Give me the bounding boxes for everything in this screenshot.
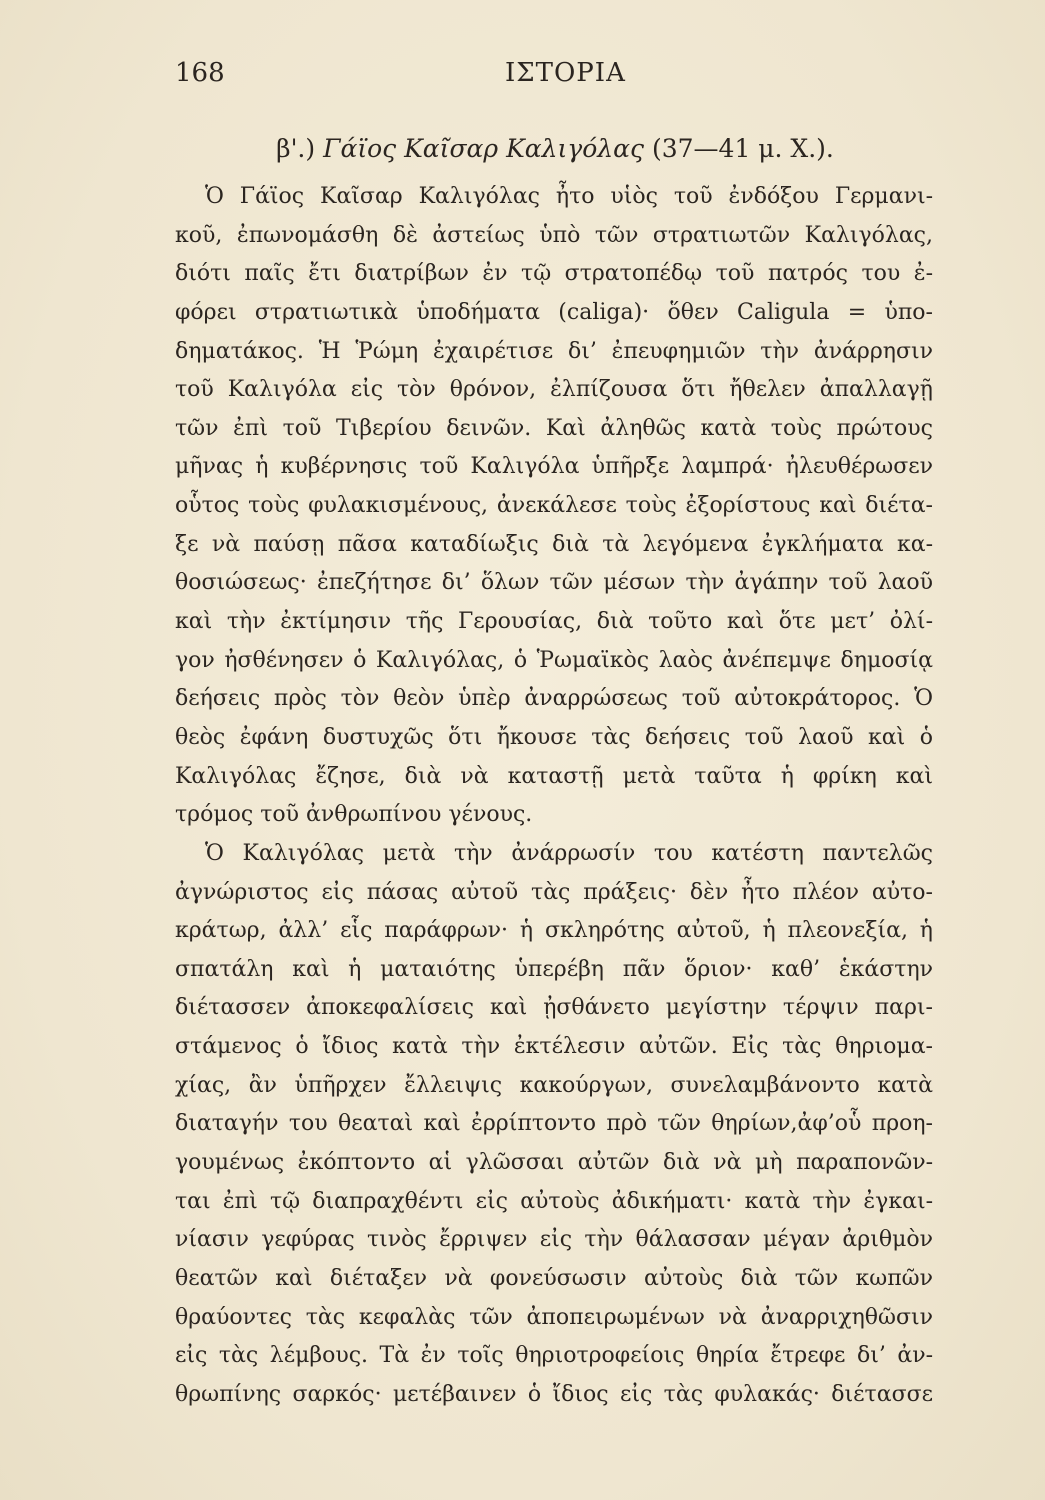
text-line: χίας, ἂν ὑπῆρχεν ἔλλειψις κακούργων, συνελαμβάνοντο κατὰ <box>175 1072 933 1098</box>
text-line: γον ἠσθένησεν ὁ Καλιγόλας, ὁ Ῥωμαϊκὸς λαὸς ἀνέπεμψε δημοσίᾳ <box>175 647 933 673</box>
text-line: δηματάκος. Ἡ Ῥώμη ἐχαιρέτισε δι’ ἐπευφημιῶν τὴν ἀνάρρησιν <box>175 338 933 364</box>
section-title: Γάϊος Καῖσαρ Καλιγόλας <box>323 134 645 163</box>
text-line: θεὸς ἐφάνη δυστυχῶς ὅτι ἤκουσε τὰς δεήσεις τοῦ λαοῦ καὶ ὁ <box>175 724 933 750</box>
section-number: β'.) <box>276 134 316 163</box>
running-title: ΙΣΤΟΡΙΑ <box>505 58 626 88</box>
text-line: κράτωρ, ἀλλ’ εἷς παράφρων· ἡ σκληρότης αὐτοῦ, ἡ πλεονεξία, ἡ <box>175 918 933 944</box>
text-line: μῆνας ἡ κυβέρνησις τοῦ Καλιγόλα ὑπῆρξε λαμπρά· ἠλευθέρωσεν <box>175 454 933 480</box>
section-dates: (37—41 μ. Χ.). <box>651 134 834 163</box>
paragraph-1 <box>175 178 933 835</box>
text-line: θοσιώσεως· ἐπεζήτησε δι’ ὅλων τῶν μέσων τὴν ἀγάπην τοῦ λαοῦ <box>175 570 933 596</box>
text-line: ξε νὰ παύσῃ πᾶσα καταδίωξις διὰ τὰ λεγόμενα ἐγκλήματα κα- <box>175 531 933 557</box>
text-line: Ὁ Γάϊος Καῖσαρ Καλιγόλας ἦτο υἱὸς τοῦ ἐνδόξου Γερμανι- <box>205 184 933 209</box>
text-line: Καλιγόλας ἔζησε, διὰ νὰ καταστῇ μετὰ ταῦτα ἡ φρίκη καὶ <box>175 763 933 789</box>
text-line: τῶν ἐπὶ τοῦ Τιβερίου δεινῶν. Καὶ ἀληθῶς κατὰ τοὺς πρώτους <box>175 415 933 441</box>
text-line: εἰς τὰς λέμβους. Τὰ ἐν τοῖς θηριοτροφείοις θηρία ἔτρεφε δι’ ἀν- <box>175 1343 933 1369</box>
text-line: οὗτος τοὺς φυλακισμένους, ἀνεκάλεσε τοὺς ἐξορίστους καὶ διέτα- <box>175 493 933 519</box>
text-line: φόρει στρατιωτικὰ ὑποδήματα (caliga)· ὅθεν Caligula = ὑπο- <box>175 299 933 325</box>
text-line: σπατάλη καὶ ἡ ματαιότης ὑπερέβη πᾶν ὅριον· καθ’ ἑκάστην <box>175 956 933 982</box>
text-line: Ὁ Καλιγόλας μετὰ τὴν ἀνάρρωσίν του κατέστη παντελῶς <box>205 840 933 866</box>
text-line: νίασιν γεφύρας τινὸς ἔρριψεν εἰς τὴν θάλασσαν μέγαν ἀριθμὸν <box>175 1227 933 1253</box>
text-line: θρωπίνης σαρκός· μετέβαινεν ὁ ἴδιος εἰς τὰς φυλακάς· διέτασσε <box>175 1381 933 1407</box>
text-line: στάμενος ὁ ἴδιος κατὰ τὴν ἐκτέλεσιν αὐτῶν. Εἰς τὰς θηριομα- <box>175 1034 933 1060</box>
text-line: ται ἐπὶ τῷ διαπραχθέντι εἰς αὐτοὺς ἀδικήματι· κατὰ τὴν ἐγκαι- <box>175 1188 933 1214</box>
page-number: 168 <box>175 58 225 88</box>
page-header <box>175 58 935 98</box>
text-line: διότι παῖς ἔτι διατρίβων ἐν τῷ στρατοπέδῳ τοῦ πατρός του ἐ- <box>175 261 933 287</box>
paragraph-2 <box>175 835 933 1415</box>
text-line: θεατῶν καὶ διέταξεν νὰ φονεύσωσιν αὐτοὺς διὰ τῶν κωπῶν <box>175 1265 933 1291</box>
text-line: γουμένως ἐκόπτοντο αἱ γλῶσσαι αὐτῶν διὰ νὰ μὴ παραπονῶν- <box>175 1150 933 1176</box>
text-line: θραύοντες τὰς κεφαλὰς τῶν ἀποπειρωμένων νὰ ἀναρριχηθῶσιν <box>175 1304 933 1330</box>
text-line: διέτασσεν ἀποκεφαλίσεις καὶ ᾐσθάνετο μεγίστην τέρψιν παρι- <box>175 995 933 1021</box>
text-line: τοῦ Καλιγόλα εἰς τὸν θρόνον, ἐλπίζουσα ὅτι ἤθελεν ἀπαλλαγῇ <box>175 377 933 403</box>
text-line: ἀγνώριστος εἰς πάσας αὐτοῦ τὰς πράξεις· δὲν ἦτο πλέον αὐτο- <box>175 879 933 905</box>
text-line: κοῦ, ἐπωνομάσθη δὲ ἀστείως ὑπὸ τῶν στρατιωτῶν Καλιγόλας, <box>175 222 933 248</box>
text-line: τρόμος τοῦ ἀνθρωπίνου γένους. <box>175 802 533 828</box>
body-text <box>175 178 933 1415</box>
section-heading <box>175 134 935 163</box>
text-line: διαταγήν του θεαταὶ καὶ ἐρρίπτοντο πρὸ τῶν θηρίων,ἀφ’οὗ προη- <box>175 1111 933 1137</box>
text-line: δεήσεις πρὸς τὸν θεὸν ὑπὲρ ἀναρρώσεως τοῦ αὐτοκράτορος. Ὁ <box>175 686 933 712</box>
text-line: καὶ τὴν ἐκτίμησιν τῆς Γερουσίας, διὰ τοῦτο καὶ ὅτε μετ’ ὀλί- <box>175 609 933 635</box>
